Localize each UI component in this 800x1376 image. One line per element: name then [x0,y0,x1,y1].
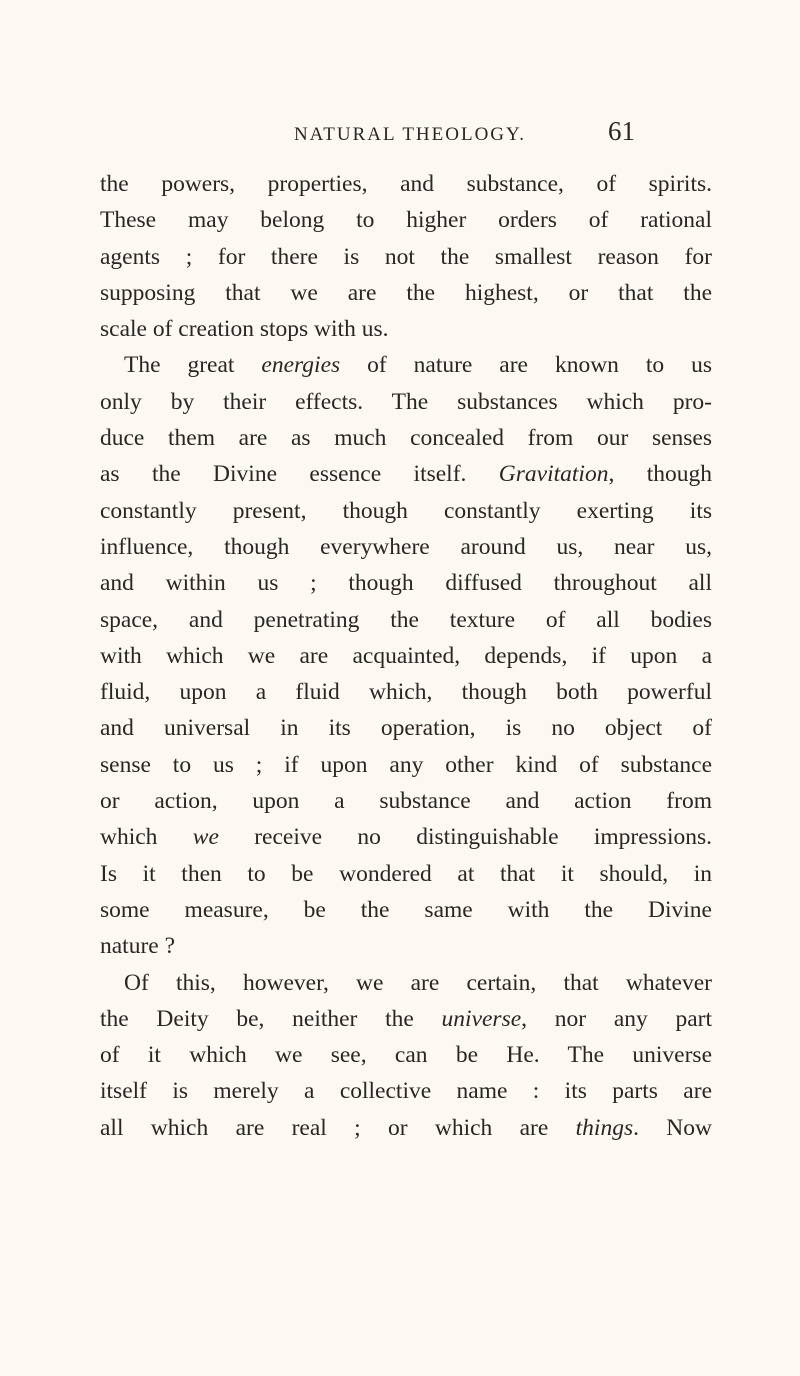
text-line: the Deity be, neither the universe, nor any part [100,1005,713,1032]
running-head: NATURAL THEOLOGY. [293,124,527,145]
text-line: Is it then to be wondered at that it should, in [100,860,712,887]
text-line: These may belong to higher orders of rational [100,207,712,234]
text-line: duce them are as much concealed from our senses [100,425,712,452]
text-line: constantly present, though constantly exerting its [100,497,712,524]
text-line: or action, upon a substance and action from [100,788,712,815]
text-line: scale of creation stops with us. [100,316,389,343]
text-line: supposing that we are the highest, or that the [100,279,712,306]
text-line: nature ? [100,933,176,960]
text-line: influence, though everywhere around us, near us, [100,533,712,560]
text-line: which we receive no distinguishable impressions. [100,824,712,851]
text-line: and universal in its operation, is no object of [100,715,712,742]
text-line: itself is merely a collective name : its parts are [100,1078,712,1105]
text-line: all which are real ; or which are things. Now [100,1114,712,1141]
text-line: sense to us ; if upon any other kind of substance [100,751,712,778]
text-line: only by their effects. The substances which pro- [100,388,712,415]
text-line: as the Divine essence itself. Gravitation, though [100,461,713,488]
text-line: and within us ; though diffused throughout all [100,570,712,597]
page-number: 61 [608,116,635,146]
text-line: space, and penetrating the texture of all bodies [100,606,712,633]
text-line: The great energies of nature are known to us [124,352,712,379]
text-line: Of this, however, we are certain, that whatever [124,969,712,996]
text-line: of it which we see, can be He. The universe [100,1042,712,1069]
text-line: some measure, be the same with the Divine [100,896,712,923]
body-text [100,166,712,1146]
text-line: fluid, upon a fluid which, though both powerful [100,679,712,706]
text-line: the powers, properties, and substance, of spirits. [100,171,712,197]
text-line: with which we are acquainted, depends, if upon a [100,642,712,669]
text-line: agents ; for there is not the smallest reason for [100,243,712,270]
